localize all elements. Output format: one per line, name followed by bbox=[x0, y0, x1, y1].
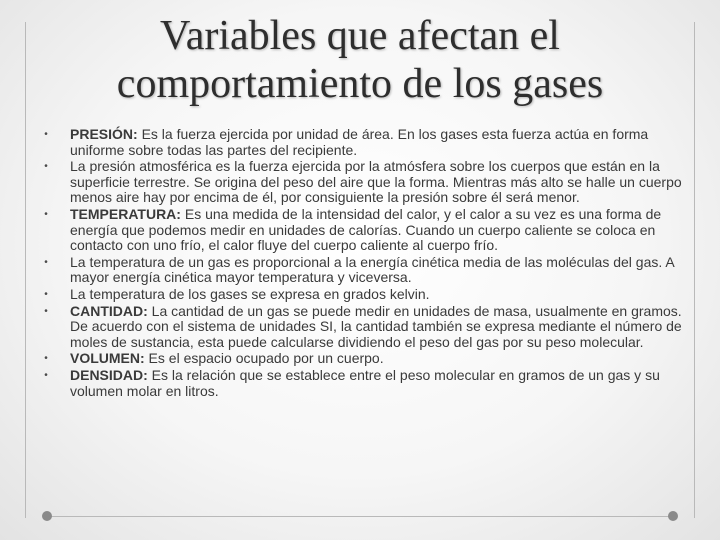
bullet-presion-atmosferica bbox=[40, 159, 690, 206]
bullet-dot-icon: • bbox=[44, 161, 48, 173]
bullet-text: La temperatura de los gases se expresa en grados kelvin. bbox=[70, 285, 430, 302]
right-corner-dot bbox=[668, 511, 678, 521]
bullet-dot-icon: • bbox=[44, 208, 48, 220]
bullet-term: CANTIDAD: bbox=[70, 302, 148, 319]
bullet-dot-icon: • bbox=[44, 288, 48, 300]
bullet-text: La cantidad de un gas se puede medir en unidades de masa, usualmente en gramos. De acuerdo con el sistema de unidades SI, la cantidad también se expresa mediante el número de moles de sustancia, esta puede calcularse dividiendo el peso del gas por su peso molecular. bbox=[70, 302, 682, 350]
bullet-volumen bbox=[40, 351, 690, 367]
bullet-term: VOLUMEN: bbox=[70, 350, 145, 367]
bullet-text: La temperatura de un gas es proporcional a la energía cinética media de las moléculas del gas. A mayor energía cinética mayor temperatura y viceversa. bbox=[70, 253, 674, 286]
bottom-border-line bbox=[47, 516, 673, 517]
bullet-presion bbox=[40, 127, 690, 158]
bullet-term: PRESIÓN: bbox=[70, 126, 138, 142]
bullet-densidad bbox=[40, 368, 690, 399]
right-border-line bbox=[694, 22, 695, 518]
bullet-list bbox=[40, 127, 690, 400]
slide-title bbox=[40, 12, 680, 108]
bullet-temperatura-energia bbox=[40, 255, 690, 286]
bullet-dot-icon: • bbox=[44, 129, 48, 140]
title-line-2: comportamiento de los gases bbox=[116, 61, 604, 107]
title-line-1: Variables que afectan el bbox=[160, 13, 560, 59]
bullet-term: DENSIDAD: bbox=[70, 366, 148, 383]
bullet-dot-icon: • bbox=[44, 353, 48, 365]
bullet-text: Es la relación que se establece entre el peso molecular en gramos de un gas y su volumen molar en litros. bbox=[70, 366, 660, 399]
bullet-dot-icon: • bbox=[44, 369, 48, 381]
left-border-line bbox=[25, 22, 26, 518]
left-corner-dot bbox=[42, 511, 52, 521]
bullet-temperatura-kelvin bbox=[40, 287, 690, 303]
bullet-dot-icon: • bbox=[44, 256, 48, 268]
bullet-dot-icon: • bbox=[44, 305, 48, 317]
bullet-temperatura bbox=[40, 207, 690, 254]
bullet-text: Es la fuerza ejercida por unidad de área. En los gases esta fuerza actúa en forma uniforme sobre todas las partes del recipiente. bbox=[70, 126, 649, 158]
bullet-cantidad bbox=[40, 304, 690, 351]
bullet-text: Es una medida de la intensidad del calor, y el calor a su vez es una forma de energía que podemos medir en unidades de calorías. Cuando un cuerpo caliente se coloca en contacto con uno frío, el calor fluye del cuerpo caliente al cuerpo frío. bbox=[70, 205, 662, 254]
bullet-text: Es el espacio ocupado por un cuerpo. bbox=[144, 350, 384, 367]
bullet-text: La presión atmosférica es la fuerza ejercida por la atmósfera sobre los cuerpos que están en la superficie terrestre. Se origina del peso del aire que la forma. Mientras más alto se halle un cuerpo menos aire hay por encima de él, por consiguiente la presión sobre él será menor. bbox=[70, 158, 682, 206]
bullet-term: TEMPERATURA: bbox=[70, 205, 181, 222]
